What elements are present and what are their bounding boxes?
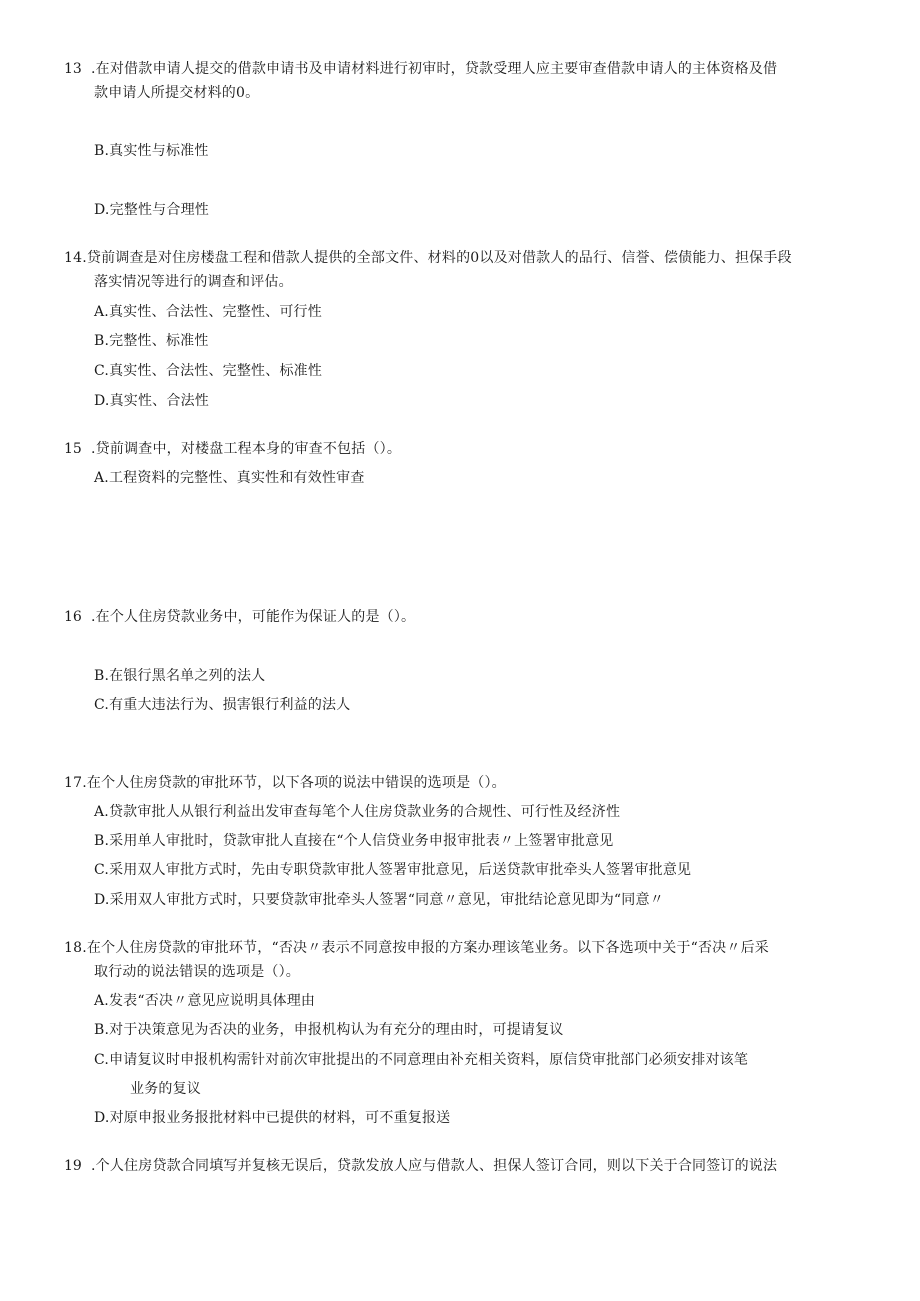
q18-option-b: B.对于决策意见为否决的业务，申报机构认为有充分的理由时，可提请复议 <box>94 1022 564 1038</box>
q17-stem-line1: 17.在个人住房贷款的审批环节，以下各项的说法中错误的选项是（）。 <box>64 775 506 791</box>
q18-option-d: D.对原申报业务报批材料中已提供的材料，可不重复报送 <box>94 1110 451 1126</box>
q15-stem-line1: .贷前调查中，对楼盘工程本身的审查不包括（）。 <box>91 441 402 457</box>
q13-stem-line1: .在对借款申请人提交的借款申请书及申请材料进行初审时，贷款受理人应主要审查借款申请人的主体资格及借 <box>91 61 778 77</box>
q13-stem-line2: 款申请人所提交材料的0。 <box>94 85 260 101</box>
q14-option-a: A.真实性、合法性、完整性、可行性 <box>94 304 322 320</box>
q17-option-d: D.采用双人审批方式时，只要贷款审批牵头人签署“同意〃意见，审批结论意见即为“同意〃 <box>94 892 664 908</box>
q16-option-c: C.有重大违法行为、损害银行利益的法人 <box>94 697 351 713</box>
q15-number: 15 <box>64 441 82 457</box>
q19-number: 19 <box>64 1158 82 1174</box>
q19-stem-line1: .个人住房贷款合同填写并复核无误后，贷款发放人应与借款人、担保人签订合同，则以下关于合同签订的说法 <box>91 1158 778 1174</box>
q13-option-d: D.完整性与合理性 <box>94 202 209 218</box>
q13-option-b: B.真实性与标准性 <box>94 143 209 159</box>
q13-number: 13 <box>64 61 82 77</box>
q18-option-c: C.申请复议时申报机构需针对前次审批提出的不同意理由补充相关资料，原信贷审批部门必须安排对该笔 <box>94 1052 749 1068</box>
q18-stem-line1: 18.在个人住房贷款的审批环节，“否决〃表示不同意按申报的方案办理该笔业务。以下各选项中关于“否决〃后采 <box>64 940 769 956</box>
q17-option-c: C.采用双人审批方式时，先由专职贷款审批人签署审批意见，后送贷款审批牵头人签署审批意见 <box>94 862 692 878</box>
q17-option-b: B.采用单人审批时，贷款审批人直接在“个人信贷业务申报审批表〃上签署审批意见 <box>94 833 614 849</box>
q14-option-d: D.真实性、合法性 <box>94 393 209 409</box>
q14-stem-line2: 落实情况等进行的调查和评估。 <box>94 274 293 290</box>
q18-option-a: A.发表“否决〃意见应说明具体理由 <box>94 993 316 1009</box>
q14-option-c: C.真实性、合法性、完整性、标准性 <box>94 363 323 379</box>
q16-option-b: B.在银行黑名单之列的法人 <box>94 668 266 684</box>
q15-option-a: A.工程资料的完整性、真实性和有效性审查 <box>94 470 365 486</box>
q16-number: 16 <box>64 609 82 625</box>
q14-stem-line1: 14.贷前调查是对住房楼盘工程和借款人提供的全部文件、材料的0以及对借款人的品行、信誉、偿债能力、担保手段 <box>64 250 792 266</box>
q18-option-c-continued: 业务的复议 <box>130 1081 201 1097</box>
q18-stem-line2: 取行动的说法错误的选项是（）。 <box>94 964 300 980</box>
q17-option-a: A.贷款审批人从银行利益出发审查每笔个人住房贷款业务的合规性、可行性及经济性 <box>94 804 621 820</box>
q16-stem-line1: .在个人住房贷款业务中，可能作为保证人的是（）。 <box>91 609 416 625</box>
q14-option-b: B.完整性、标准性 <box>94 333 209 349</box>
